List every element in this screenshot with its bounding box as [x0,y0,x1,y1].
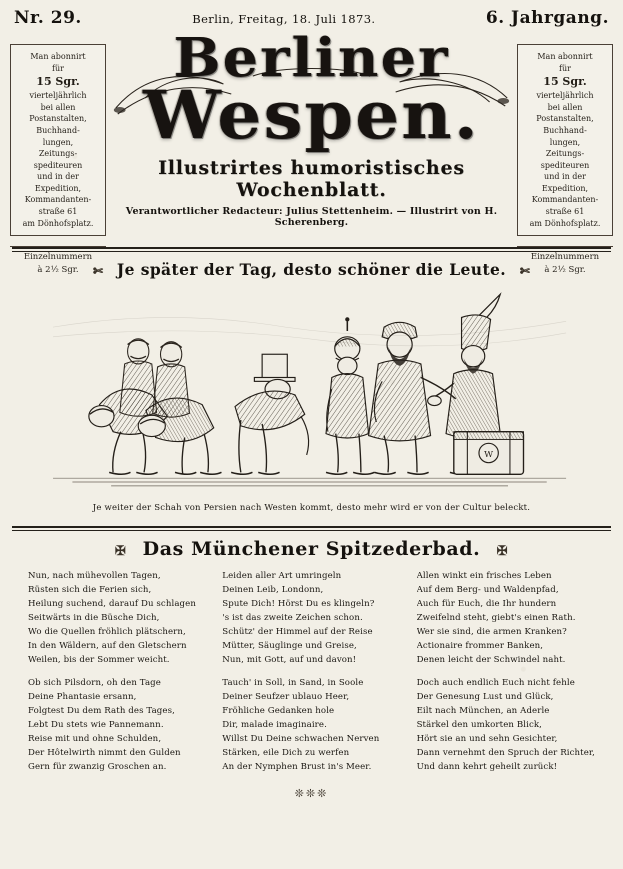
right-tail-1: Einzelnummern [530,252,600,263]
poem-line: Willst Du Deine schwachen Nerven [222,734,380,745]
subscription-tail-left [10,246,106,276]
left-line-1: Man abonnirt [30,52,86,61]
poem-line: Heilung suchend, darauf Du schlagen [28,598,196,609]
left-line-11: Expedition, [34,183,82,193]
poem-line: Schütz' der Himmel auf der Reise [222,626,373,637]
poem-line: Doch auch endlich Euch nicht fehle [416,678,575,689]
right-line-12: Kommandanten- [531,195,599,205]
left-line-5: Postanstalten, [29,114,87,124]
right-line-4: bei allen [547,102,583,112]
poem-line: Actionaire frommer Banken, [416,640,544,651]
place-and-date: Berlin, Freitag, 18. Juli 1873. [192,12,376,26]
poem-line: Stärken, eile Dich zu werfen [222,748,350,759]
left-line-14: am Dönhofsplatz. [22,218,94,228]
poem-column-3 [417,570,595,785]
right-line-11: Expedition, [541,183,589,193]
poem-line: Lebt Du stets wie Pannemann. [28,720,164,731]
left-line-8: Zeitungs- [38,149,78,159]
stanza [28,677,204,774]
masthead-top-row [10,6,613,28]
poem-line: Allen winkt ein frisches Leben [416,571,552,581]
right-line-2: für [559,63,571,73]
poem-line: Dann vernehmt den Spruch der Richter, [416,748,596,759]
headline-ornament-right-icon: ✄ [519,264,530,278]
stanza [222,677,398,774]
poem-line: Auf dem Berg- und Waldenpfad, [416,584,559,595]
poem-line: Stärkel den umkorten Blick, [416,720,543,731]
poem-line: Fröhliche Gedanken hole [222,706,335,717]
left-line-6: Buchhand- [36,125,80,135]
poem-line: Nun, nach mühevollen Tagen, [28,571,161,581]
poem-line: Zweifelnd steht, giebt's einen Rath. [416,612,576,623]
left-price: 15 Sgr. [36,75,80,89]
title-line-1: Berliner [173,27,450,89]
stanza [417,570,595,667]
poem-column-1 [28,570,204,785]
issue-number: Nr. 29. [14,8,82,28]
right-line-1: Man abonnirt [537,52,593,61]
headline-ornament-left-icon: ✄ [93,264,104,278]
poem-line: Weilen, bis der Sommer weicht. [28,654,170,665]
right-line-10: und in der [544,172,586,182]
cartoon-headline-text: Je später der Tag, desto schöner die Leute. [116,260,507,279]
right-line-7: lungen, [549,137,581,147]
poem-line: Mütter, Säuglinge und Greise, [222,640,357,651]
subscription-tail-right [517,246,613,276]
left-line-9: spediteuren [33,160,83,170]
right-line-13: straße 61 [545,207,585,217]
left-line-13: straße 61 [38,207,78,217]
poem-line: Denen leicht der Schwindel naht. [416,654,566,665]
poem-end-ornament-icon: ❊❊❊ [294,786,329,800]
poem-line: Tauch' in Soll, in Sand, in Soole [222,678,364,689]
poem-line: Reise mit und ohne Schulden, [28,734,162,745]
poem-columns [10,562,613,785]
stanza [222,570,398,667]
right-line-14: am Dönhofsplatz. [529,218,601,228]
poem-line: 's ist das zweite Zeichen schon. [222,612,363,623]
publication-credits: Verantwortlicher Redacteur: Julius Stettenheim. — Illustrirt von H. Scherenberg. [125,206,498,229]
left-line-10: und in der [37,172,79,182]
poem-line: Deiner Seufzer ublauo Heer, [222,692,350,703]
right-line-5: Postanstalten, [536,114,594,124]
volume-number: 6. Jahrgang. [485,8,609,28]
poem-line: Und dann kehrt geheilt zurück! [416,761,558,772]
stanza [28,570,204,667]
left-line-4: bei allen [40,102,76,112]
poem-line: Gern für zwanzig Groschen an. [28,761,167,772]
poem-line: Deinen Leib, Londonn, [222,584,324,595]
poem-line: Wo die Quellen fröhlich plätschern, [28,626,186,637]
left-line-7: lungen, [42,137,74,147]
poem-line: Seitwärts in die Büsche Dich, [28,612,160,623]
masthead-title-block [106,27,517,240]
subscription-frame-left [10,44,106,236]
cartoon-caption: Je weiter der Schah von Persien nach Westen kommt, desto mehr wird er von der Cultur beleckt. [92,503,531,513]
poem-line: Auch für Euch, die Ihr hundern [416,598,557,609]
cartoon-illustration-drawing [24,285,599,499]
poem-line: Nun, mit Gott, auf und davon! [222,654,357,665]
poem-line: Folgtest Du dem Rath des Tages, [28,706,175,717]
poem-line: Deine Phantasie ersann, [28,692,137,703]
left-tail-2: à 2½ Sgr. [37,264,79,275]
right-line-6: Buchhand- [543,125,587,135]
poem-ornament-left-icon: ✠ [114,544,127,559]
title-line-2: Wespen. [142,75,481,154]
subscription-frame-right [517,44,613,236]
poem-line: Ob sich Pilsdorn, oh den Tage [28,678,161,689]
subscription-info-right [517,30,613,275]
right-line-8: Zeitungs- [545,149,585,159]
cartoon-illustration [24,285,599,499]
poem-line: Wer sie sind, die armen Kranken? [416,626,567,637]
stanza [417,677,595,774]
right-line-3: vierteljährlich [536,91,594,101]
poem-line: Rüsten sich die Ferien sich, [28,584,152,595]
poem-line: Hört sie an und sehn Gesichter, [416,734,558,745]
poem-title [10,531,613,562]
publication-subtitle: Illustrirtes humoristisches Wochenblatt. [158,157,465,202]
poem-line: Der Hôtelwirth nimmt den Gulden [28,748,181,759]
left-line-12: Kommandanten- [24,195,92,205]
svg-text:W: W [484,449,494,460]
poem-line: Spute Dich! Hörst Du es klingeln? [222,598,375,609]
poem-line: Leiden aller Art umringeln [222,571,342,581]
publication-title [106,27,517,154]
left-line-3: vierteljährlich [29,91,87,101]
poem-line: In den Wäldern, auf den Gletschern [28,640,187,651]
poem-title-text: Das Münchener Spitzederbad. [142,538,481,560]
poem-line: An der Nymphen Brust in's Meer. [222,761,372,772]
poem-line: Eilt nach München, an Aderle [416,706,550,717]
subscription-info-left [10,30,106,275]
right-tail-2: à 2½ Sgr. [544,264,586,275]
poem-column-2 [222,570,398,785]
poem-ornament-right-icon: ✠ [496,544,509,559]
left-line-2: für [52,63,64,73]
left-tail-1: Einzelnummern [23,252,93,263]
right-price: 15 Sgr. [543,75,587,89]
poem-line: Dir, malade imaginaire. [222,720,327,731]
poem-line: Der Genesung Lust und Glück, [416,692,554,703]
right-line-9: spediteuren [540,160,590,170]
section-divider-thick [12,526,611,528]
